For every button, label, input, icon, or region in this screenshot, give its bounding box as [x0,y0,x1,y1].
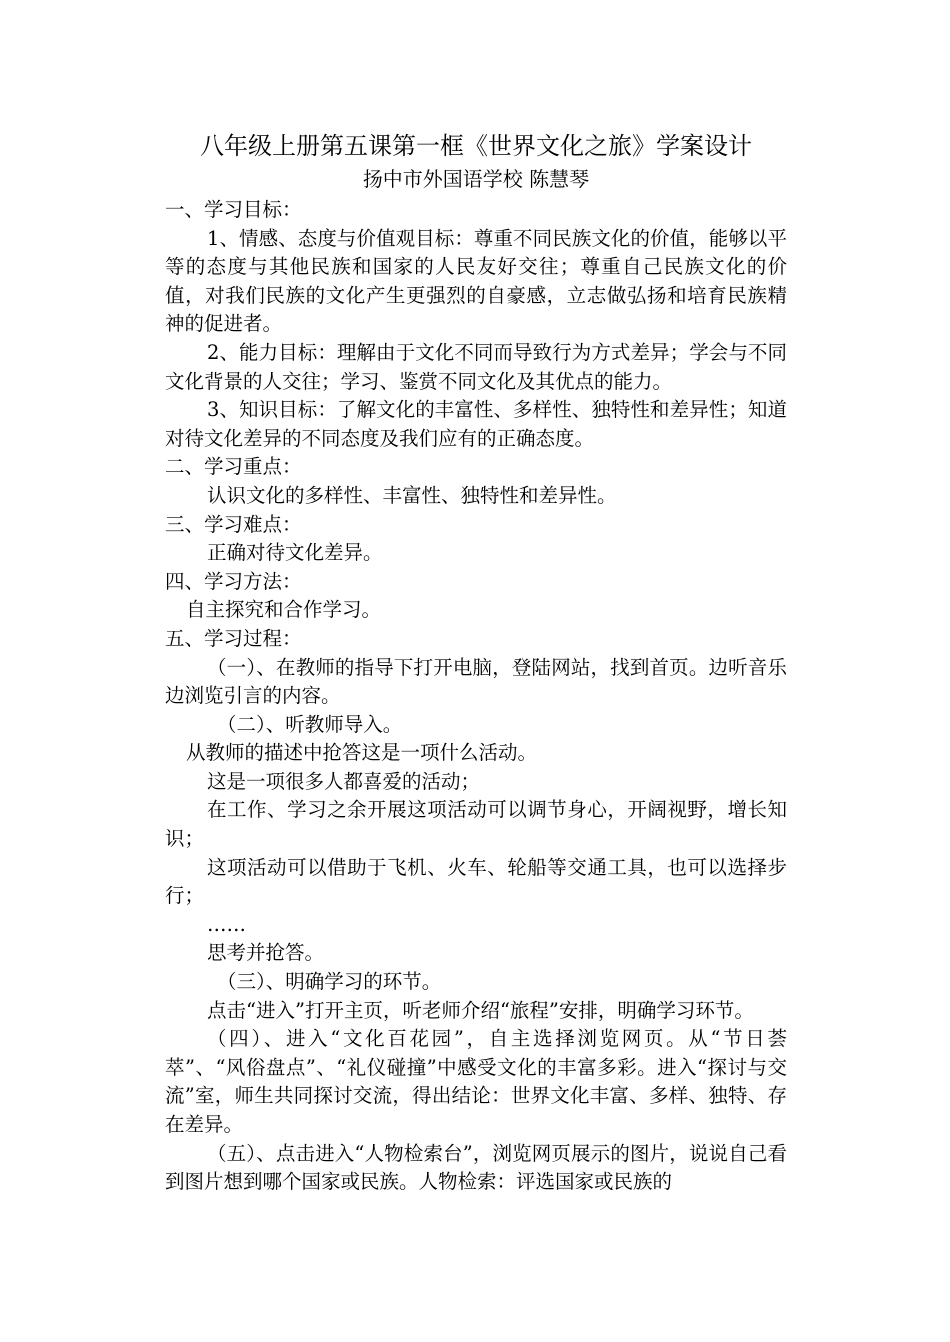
section-heading: 三、学习难点： [165,512,302,536]
body-paragraph: 从教师的描述中抢答这是一项什么活动。 [186,741,538,765]
body-paragraph: …… [207,912,246,936]
body-paragraph: （二）、听教师导入。 [217,712,403,736]
body-paragraph: 1、情感、态度与价值观目标：尊重不同民族文化的价值，能够以平等的态度与其他民族和国家的人民友好交往；尊重自己民族文化的价值，对我们民族的文化产生更强烈的自豪感，立志做弘扬和培育民族精神的促进者。 [165,226,787,336]
body-paragraph: 点击“进入”打开主页，听老师介绍“旅程”安排，明确学习环节。 [207,998,754,1022]
document-title: 八年级上册第五课第一框《世界文化之旅》学案设计 [200,132,752,160]
section-heading: 四、学习方法： [165,569,302,593]
body-paragraph: 2、能力目标：理解由于文化不同而导致行为方式差异；学会与不同文化背景的人交往；学习、鉴赏不同文化及其优点的能力。 [165,340,787,393]
body-paragraph: 正确对待文化差异。 [207,541,383,565]
document-author: 扬中市外国语学校 陈慧琴 [362,167,590,191]
body-paragraph: 在工作、学习之余开展这项活动可以调节身心，开阔视野，增长知识； [165,798,787,851]
section-heading: 一、学习目标： [165,198,302,221]
body-paragraph: （三）、明确学习的环节。 [217,970,442,994]
body-paragraph: 3、知识目标：了解文化的丰富性、多样性、独特性和差异性；知道对待文化差异的不同态度及我们应有的正确态度。 [165,398,787,450]
body-paragraph: 思考并抢答。 [207,941,325,965]
section-heading: 二、学习重点： [165,455,302,479]
body-paragraph: 认识文化的多样性、丰富性、独特性和差异性。 [207,483,617,507]
body-paragraph: （五）、点击进入“人物检索台”，浏览网页展示的图片，说说自己看到图片想到哪个国家或民族。人物检索：评选国家或民族的 [165,1141,787,1194]
body-paragraph: （一）、在教师的指导下打开电脑，登陆网站，找到首页。边听音乐边浏览引言的内容。 [165,655,787,708]
body-paragraph: （四）、进入“文化百花园”，自主选择浏览网页。从“节日荟萃”、“风俗盘点”、“礼仪碰撞”中感受文化的丰富多彩。进入“探讨与交流”室，师生共同探讨交流，得出结论：世界文化丰富、多样、独特、存在差异。 [165,1027,787,1136]
body-paragraph: 这是一项很多人都喜爱的活动； [207,769,481,793]
body-paragraph: 自主探究和合作学习。 [186,598,382,622]
section-heading: 五、学习过程： [165,626,302,650]
document-body [165,196,787,1197]
document-page [165,128,787,1197]
body-paragraph: 这项活动可以借助于飞机、火车、轮船等交通工具，也可以选择步行； [165,855,787,908]
